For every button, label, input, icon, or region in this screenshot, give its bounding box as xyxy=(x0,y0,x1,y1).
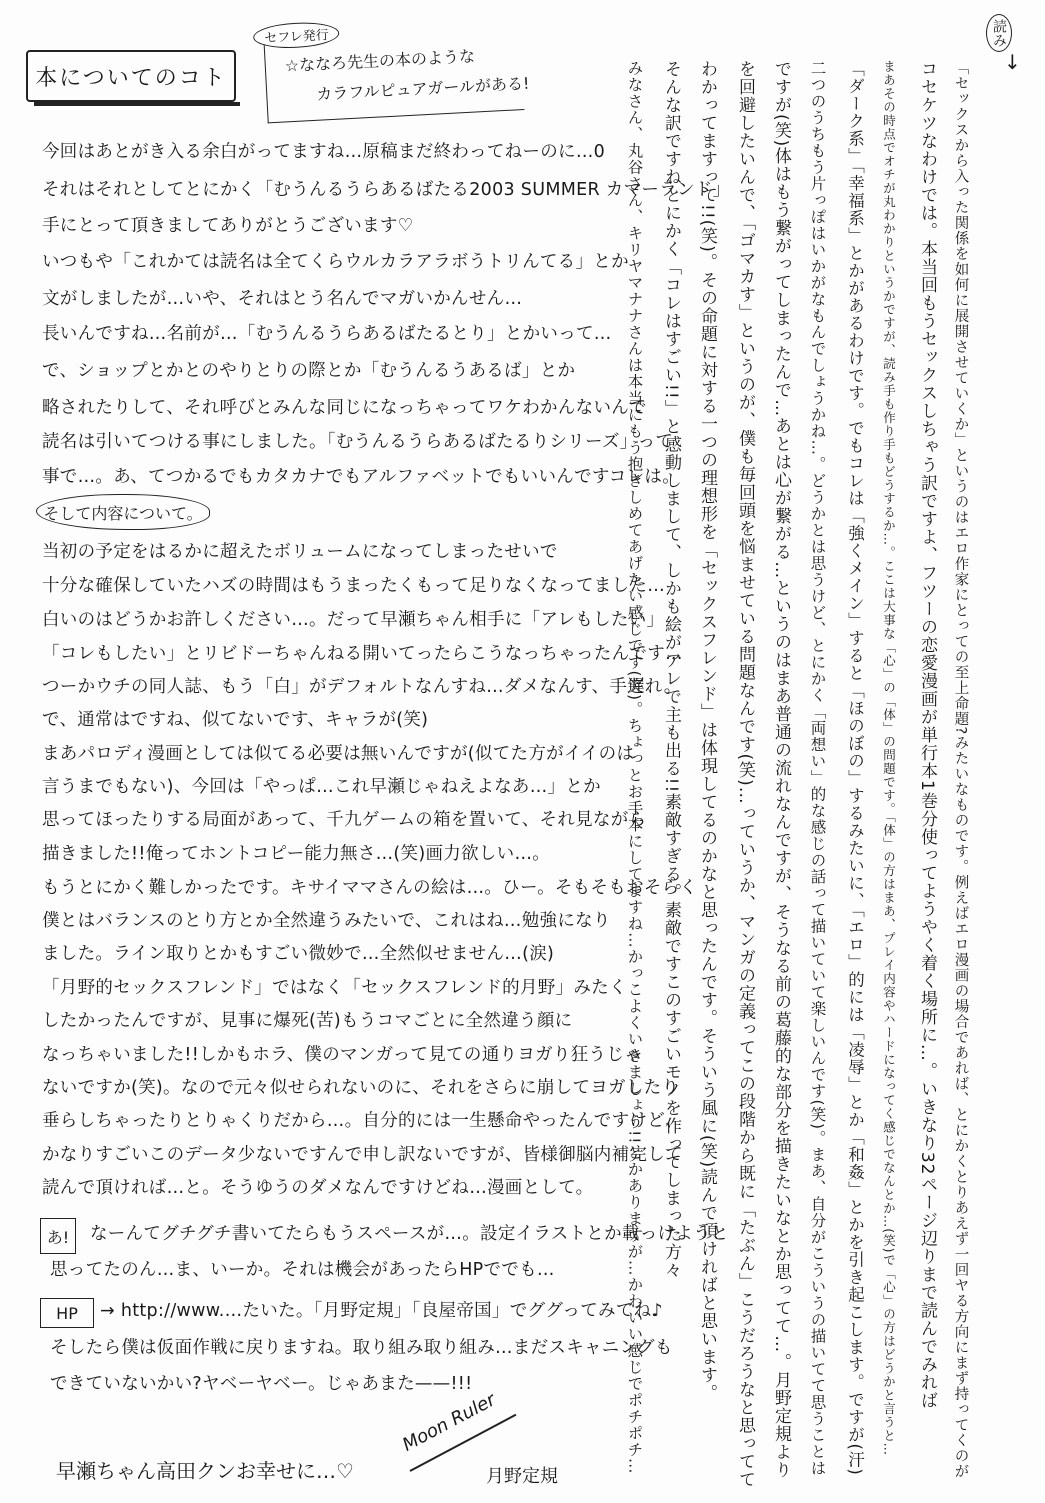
note-a-label: あ! xyxy=(40,1218,76,1254)
section1-line: で、ショップとかとのやりとりの際とか「むうんるうあるば」とか xyxy=(42,361,576,381)
vertical-column: コセケツなわけでは。本当回もうセックスしちゃう訳ですよ、フツーの恋愛漫画が単行本1巻分使ってようやく着く場所に…。いきなり32ページ辺りまで読んでみれば xyxy=(917,60,937,1410)
section2-line: なっちゃいました!!しかもホラ、僕のマンガって見ての通りヨガり狂うじゃ xyxy=(42,1045,642,1065)
note-hp-line: → http://www.…たいた。「月野定規」「良屋帝国」でググってみてね♪ xyxy=(100,1301,663,1321)
vertical-column: ですが(笑)体はもう繋がってしまったんで…あとは心が繋がる…というのはまあ普通の流れなんですが、そうなる前の葛藤的な部分を描きたいなとか思ってて…。月野定規より xyxy=(771,60,791,1480)
section1-line: 手にとって頂きましてありがとうございます♡ xyxy=(42,216,414,236)
section2-line: もうとにかく難しかったです。キサイママさんの絵は…。ひー。そもそもおそらく xyxy=(42,878,698,898)
section2-line: 読んで頂ければ…と。そうゆうのダメなんですけどね…漫画として。 xyxy=(42,1178,594,1198)
aside-tag: セフレ発行 xyxy=(253,21,341,50)
section2-line: 描きました!!俺ってホントコピー能力無さ…(笑)画力欲しい…。 xyxy=(42,844,551,864)
section2-line: したかったんですが、見事に爆死(苦)もうコマごとに全然違う顔に xyxy=(42,1011,573,1031)
section1-line: それはそれとしてとにかく「むうんるうらあるばたる2003 SUMMER カマーランド」 xyxy=(42,180,731,200)
read-label: 読み xyxy=(986,14,1012,52)
section2-line: ないですか(笑)。なので元々似せられないのに、それをさらに崩してヨガしたり xyxy=(42,1078,680,1098)
section2-line: 当初の予定をはるかに超えたボリュームになってしまったせいで xyxy=(42,542,558,562)
signature-name: 月野定規 xyxy=(486,1466,558,1487)
section1-line: 事で…。あ、てつかるでもカタカナでもアルファベットでもいいんですコレは。 xyxy=(42,467,680,487)
section2-line: 「月野的セックスフレンド」ではなく「セックスフレンド的月野」みたく xyxy=(42,978,627,998)
section2-line: まあパロディ漫画としては似てる必要は無いんですが(似てた方がイイのは xyxy=(42,744,635,764)
down-arrow-icon: ↓ xyxy=(1004,50,1021,74)
page-title: 本についてのコト xyxy=(26,50,236,102)
section2-line: 垂らしちゃったりとりゃくりだから…。自分的には一生懸命やったんですけど、 xyxy=(42,1111,683,1131)
note-hp-label: HP xyxy=(40,1298,94,1328)
section1-line: 長いんですね…名前が…「むうんるうらあるばたるとり」とかいって… xyxy=(42,324,612,344)
aside-note xyxy=(253,11,530,123)
vertical-column: 「セックスから入った関係を如何に展開させていくか」というのはエロ作家にとっての至上命題?みたいなものです。例えばエロ漫画の場合であれば、とにかくとりあえず一回ヤる方向にまず持ってくのが xyxy=(952,60,969,1480)
section2-line: 言うまでもない)、今回は「やっぱ…これ早瀬じゃねえよなあ…」とか xyxy=(42,777,601,797)
read-direction xyxy=(986,14,1022,72)
section2-line: 僕とはバランスのとり方とか全然違うみたいで、これはね…勉強になり xyxy=(42,911,611,931)
closing-line: 早瀬ちゃん高田クンお幸せに…♡ xyxy=(56,1459,354,1483)
section1-line: 略されたりして、それ呼びとみんな同じになっちゃってワケわかんないんで xyxy=(42,398,647,418)
section2-line: 十分な確保していたハズの時間はもうまったくもって足りなくなってました… xyxy=(42,576,665,596)
note-a-line: なーんてグチグチ書いてたらもうスペースが…。設定イラストとか載っけようと xyxy=(90,1224,729,1244)
vertical-column: みなさん、丸谷さん、キリヤマナナさんは本当にもう抱きしめてあげたい感じです(笑)。ちょっとお手本にしてますね…かっこよくいきましょう!!とかありますが…かわいい感じでポチポチ… xyxy=(625,60,644,1475)
vertical-column: を回避したいんで、「ゴマカす」というのが、僕も毎回頭を悩ませている問題なんです(笑)…っていうか、マンガの定義ってこの段階から既に「たぶん」こうだろうなと思ってて xyxy=(735,60,755,1489)
section2-line: 白いのはどうかお許しください…。だって早瀬ちゃん相手に「アレもしたい」 xyxy=(42,610,665,630)
vertical-column: まあその時点でオチが丸わかりというかですが、読み手も作り手もどうするか…。ここは大事な「心」の「体」の問題です。「体」の方はまあ、プレイ内容やハードになってく感じでなんとか…(笑)で「心」の方はどうかと言うと… xyxy=(881,60,897,1457)
aside-line-1: ☆ななろ先生の本のような xyxy=(284,46,476,76)
section1-line: 読名は引いてつける事にしました。「むうんるうらあるばたるりシリーズ」って xyxy=(42,432,674,452)
note-a-line: 思ってたのん…ま、いーか。それは機会があったらHPででも… xyxy=(50,1260,555,1280)
section1-line: いつもや「これかては読名は全てくらウルカラアラボうトリんてる」とか xyxy=(42,252,629,272)
vertical-column: そんな訳ですねとにかく「コレはすごい!!」と感動しまして、しかも絵がアレで主も出る!!素敵すぎる。素敵ですこのすごいモノを作ってしまった方々 xyxy=(661,60,681,1280)
vertical-column: わかってますって!!(笑)。その命題に対する一つの理想形を「セックスフレンド」は体現してるのかなと思ったんです。そういう風に(笑)読んで頂ければと思います。 xyxy=(697,60,717,1403)
vertical-column: 二つのうちもう片っぽはいかがなもんでしょうかね…。どうかとは思うけど、とにかく「両想い」的な感じの話って描いていて楽しいんです(笑)。まあ、自分がこういうの描いてて思うことは xyxy=(808,60,827,1477)
aside-line-2: カラフルピュアガールがある! xyxy=(315,73,530,104)
note-hp-line: そしたら僕は仮面作戦に戻りますね。取り組み取り組み…まだスキャニングも xyxy=(50,1338,673,1358)
section2-line: 思ってほったりする局面があって、千九ゲームの箱を置いて、それ見ながら xyxy=(42,810,647,830)
section1-line: 文がしましたが…いや、それはとう名んでマガいかんせん… xyxy=(42,289,523,309)
section2-line: で、通常はですね、似てないです、キャラが(笑) xyxy=(42,710,429,730)
section2-line: 「コレもしたい」とリビドーちゃんねる開いてったらこうなっちゃったんです… xyxy=(42,644,683,664)
note-hp-line: できていないかい?ヤベーヤベー。じゃあまた——!!! xyxy=(50,1374,473,1394)
section1-line: 今回はあとがき入る余白がってますね…原稿まだ終わってねーのに…0 xyxy=(42,142,606,162)
section2-line: つーかウチの同人誌、もう「白」がデフォルトなんすね…ダメなんす、手遅れ。 xyxy=(42,677,682,697)
section2-title: そして内容について。 xyxy=(36,494,210,530)
signature-romaji: Moon Ruler xyxy=(399,1389,500,1456)
section2-line: かなりすごいこのデータ少ないですんで申し訳ないですが、皆様御脳内補完して xyxy=(42,1145,683,1165)
section2-line: ました。ライン取りとかもすごい微妙で…全然似せません…(涙) xyxy=(42,944,555,964)
vertical-column: 「ダーク系」「幸福系」とかがあるわけです。でもコレは「強くメイン」すると「ほのぼの」するみたいに、「エロ」的には「凌辱」とか「和姦」とかを引き起こします。ですが(汗) xyxy=(845,60,865,1476)
